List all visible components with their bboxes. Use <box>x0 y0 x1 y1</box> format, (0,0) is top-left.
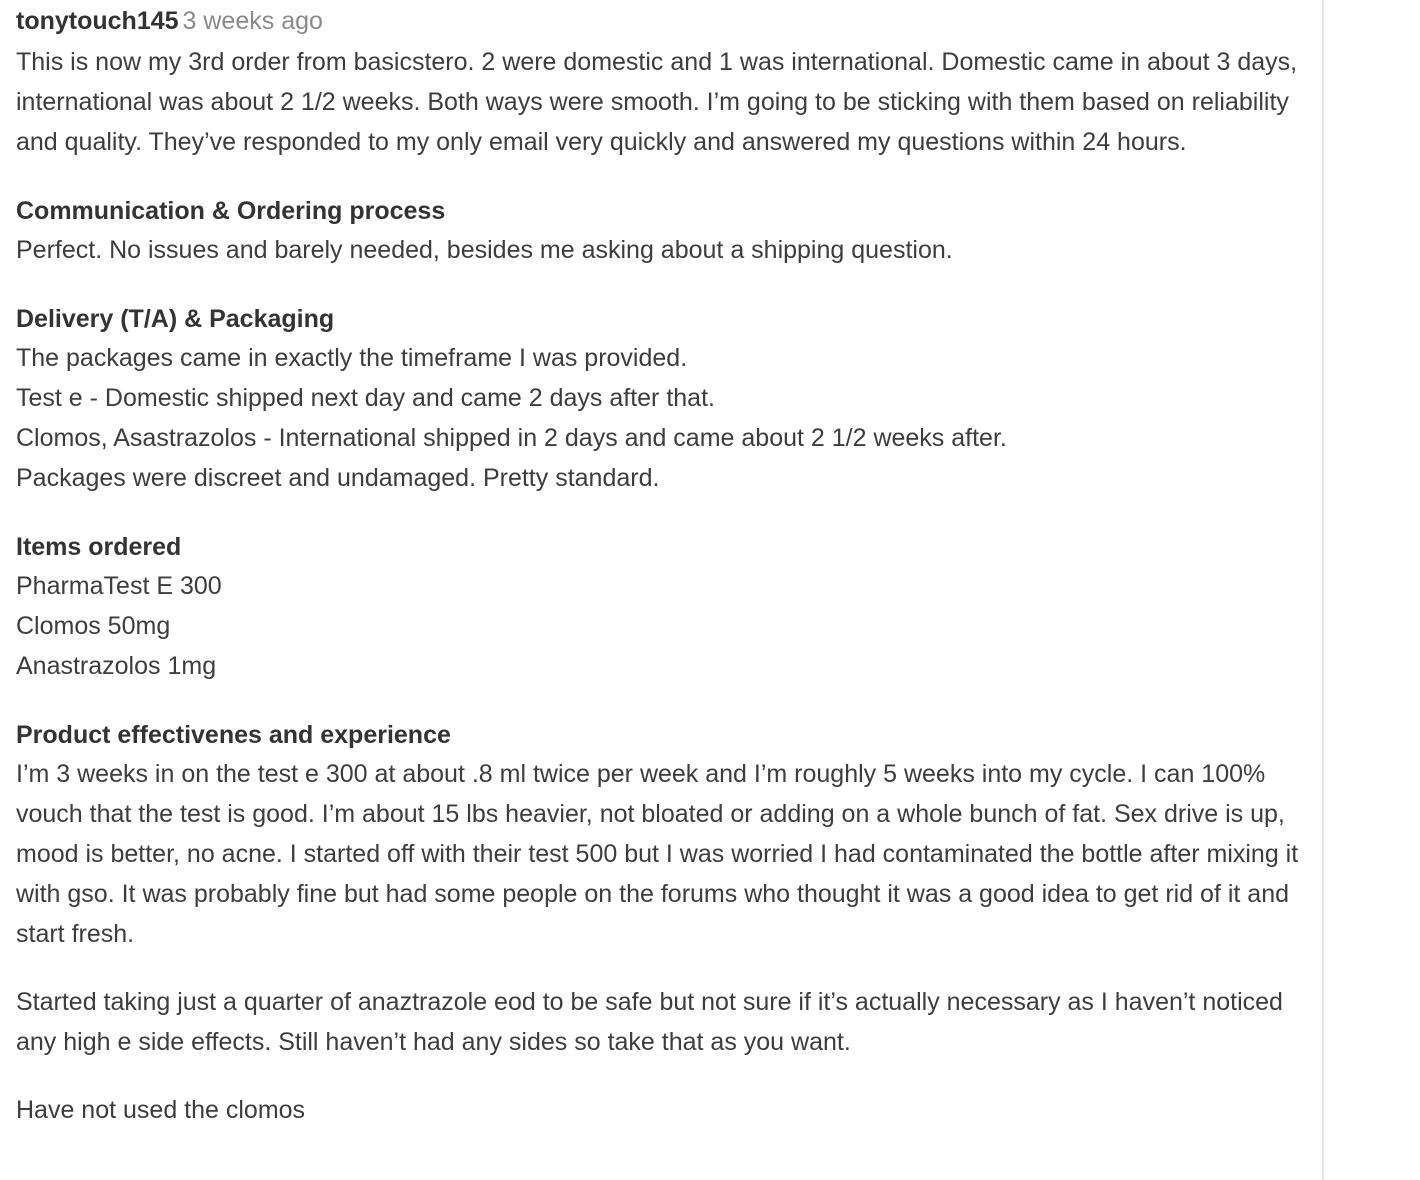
effectiveness-paragraph: Started taking just a quarter of anaztrazole eod to be safe but not sure if it’s actually necessary as I haven’t noticed any high e side effects. Still haven’t had any sides so take that as you want. <box>16 988 1283 1056</box>
section-line: Packages were discreet and undamaged. Pretty standard. <box>16 464 660 492</box>
item-line: Anastrazolos 1mg <box>16 652 217 680</box>
effectiveness-paragraph: I’m 3 weeks in on the test e 300 at about .8 ml twice per week and I’m roughly 5 weeks into my cycle. I can 100% vouch that the test is good. I’m about 15 lbs heavier, not bloated or adding on a whole bunch of fat. Sex drive is up, mood is better, no acne. I started off with their test 500 but I was worried I had contaminated the bottle after mixing it with gso. It was probably fine but had some people on the forums who thought it was a good idea to get rid of it and start fresh. <box>16 760 1299 948</box>
item-line: PharmaTest E 300 <box>16 572 222 600</box>
section-heading-items: Items ordered <box>16 533 182 561</box>
post-timestamp[interactable]: 3 weeks ago <box>182 7 323 35</box>
author-username[interactable]: tonytouch145 <box>16 7 179 35</box>
section-line: The packages came in exactly the timeframe I was provided. <box>16 344 688 372</box>
review-post <box>16 0 1306 1130</box>
section-line: Test e - Domestic shipped next day and came 2 days after that. <box>16 384 715 412</box>
effectiveness-paragraph: Have not used the clomos <box>16 1096 306 1124</box>
section-heading-delivery: Delivery (T/A) & Packaging <box>16 305 335 333</box>
section-line: Perfect. No issues and barely needed, besides me asking about a shipping question. <box>16 236 953 264</box>
post-header <box>16 0 1306 42</box>
intro-paragraph: This is now my 3rd order from basicstero. 2 were domestic and 1 was international. Domestic came in about 3 days, international was about 2 1/2 weeks. Both ways were smooth. I’m going to be sticking with them based on reliability and quality. They’ve responded to my only email very quickly and answered my questions within 24 hours. <box>16 48 1298 156</box>
section-heading-effectiveness: Product effectivenes and experience <box>16 721 451 749</box>
section-heading-communication: Communication & Ordering process <box>16 197 446 225</box>
column-divider <box>1322 0 1324 1180</box>
item-line: Clomos 50mg <box>16 612 171 640</box>
section-line: Clomos, Asastrazolos - International shipped in 2 days and came about 2 1/2 weeks after. <box>16 424 1007 452</box>
